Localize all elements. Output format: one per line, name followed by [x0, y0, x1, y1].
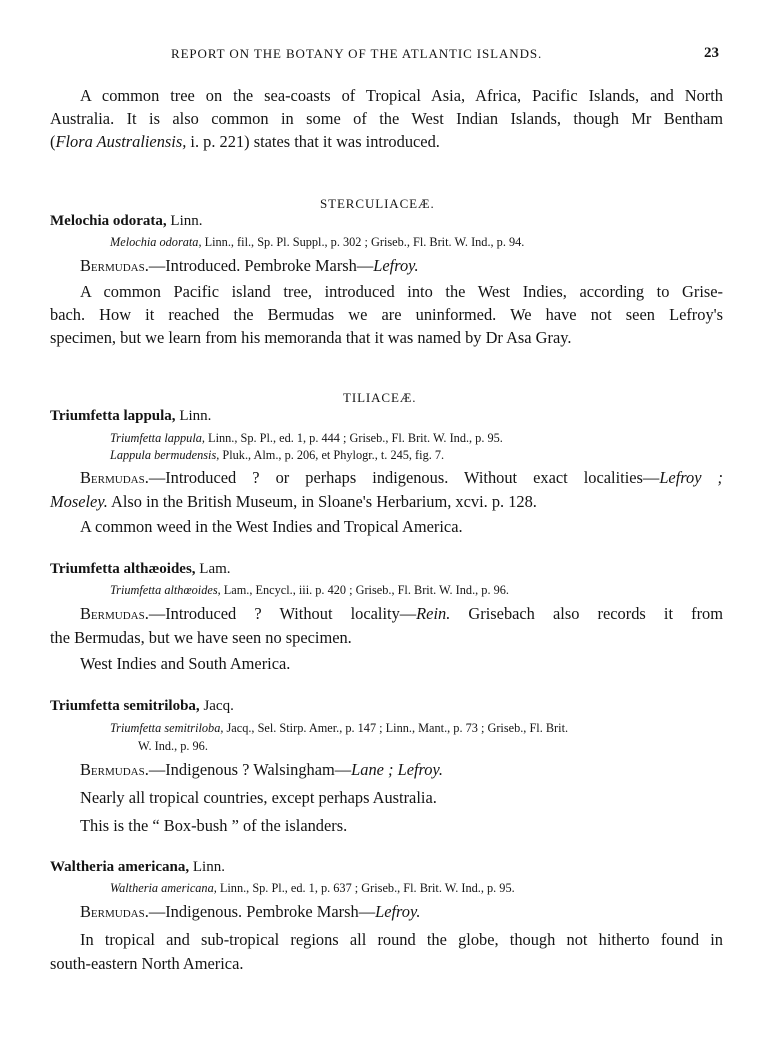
citation-name: Triumfetta semitriloba, [110, 721, 224, 735]
species-name: Triumfetta althæoides, [50, 561, 196, 577]
locality-record [80, 606, 723, 622]
locality-name: Bermudas. [80, 604, 149, 623]
record-text: —Introduced ? or perhaps indigenous. Without exact localities— [148, 468, 660, 487]
species-name: Triumfetta semitriloba, [50, 698, 200, 714]
family-heading-tiliaceae: TILIACEÆ. [343, 390, 417, 405]
species-citation [110, 584, 509, 596]
collector-name: Moseley. [50, 492, 108, 511]
locality-record [80, 470, 723, 486]
note-paragraph-line: A common weed in the West Indies and Tropical America. [80, 517, 463, 536]
citation-text: Linn., fil., Sp. Pl. Suppl., p. 302 ; Griseb., Fl. Brit. W. Ind., p. 94. [201, 235, 525, 249]
record-text: Grisebach also records it from [450, 604, 723, 623]
collector-name: Lefroy. [373, 256, 419, 275]
species-waltheria-americana [50, 860, 225, 875]
paren: ( [50, 132, 56, 151]
note-paragraph-line: south-eastern North America. [50, 954, 244, 973]
species-name: Waltheria americana, [50, 859, 190, 875]
citation-text: Linn., Sp. Pl., ed. 1, p. 637 ; Griseb., Fl. Brit. W. Ind., p. 95. [216, 881, 515, 895]
note-paragraph-line: A common Pacific island tree, introduced into the West Indies, according to Grise- [80, 282, 723, 301]
locality-record: the Bermudas, but we have seen no specimen. [50, 628, 352, 647]
record-text: Also in the British Museum, in Sloane's Herbarium, xcvi. p. 128. [107, 492, 537, 511]
citation-text: Pluk., Alm., p. 206, et Phylogr., t. 245, fig. 7. [219, 448, 445, 462]
record-text: —Introduced. Pembroke Marsh— [148, 256, 374, 275]
species-citation [110, 722, 568, 734]
locality-name: Bermudas. [80, 760, 149, 779]
flora-australiensis-title: Flora Australiensis, [55, 132, 187, 151]
record-text: —Introduced ? Without locality— [148, 604, 417, 623]
species-name: Melochia odorata, [50, 213, 167, 229]
record-text: —Indigenous ? Walsingham— [148, 760, 352, 779]
citation-text: Jacq., Sel. Stirp. Amer., p. 147 ; Linn., Mant., p. 73 ; Griseb., Fl. Brit. [223, 721, 569, 735]
locality-record [50, 494, 537, 510]
intro-paragraph-line: A common tree on the sea-coasts of Tropical Asia, Africa, Pacific Islands, and North [80, 86, 723, 105]
species-authority: Linn. [189, 859, 225, 875]
species-authority: Linn. [175, 408, 212, 424]
collector-name: Rein. [416, 604, 451, 623]
citation-text: Linn., Sp. Pl., ed. 1, p. 444 ; Griseb., Fl. Brit. W. Ind., p. 95. [204, 431, 503, 445]
locality-record [80, 258, 419, 274]
page-number: 23 [704, 45, 719, 61]
species-citation [110, 236, 524, 248]
species-authority: Jacq. [199, 698, 234, 714]
locality-name: Bermudas. [80, 902, 149, 921]
citation-name: Waltheria americana, [110, 881, 217, 895]
intro-paragraph-line [50, 134, 440, 150]
species-authority: Linn. [166, 213, 203, 229]
species-name: Triumfetta lappula, [50, 408, 176, 424]
locality-record [80, 762, 443, 778]
locality-name: Bermudas. [80, 256, 149, 275]
note-paragraph-line: specimen, but we learn from his memoranda that it was named by Dr Asa Gray. [50, 328, 572, 347]
collector-name: Lefroy ; [659, 468, 723, 487]
species-citation [110, 449, 444, 461]
citation-name: Triumfetta althœoides, [110, 583, 221, 597]
intro-paragraph-line: Australia. It is also common in some of the West Indian Islands, though Mr Bentham [50, 109, 723, 128]
reference-text: i. p. 221) states that it was introduced. [186, 132, 440, 151]
running-title: REPORT ON THE BOTANY OF THE ATLANTIC ISLANDS. [171, 46, 543, 61]
collector-name: Lane ; Lefroy. [351, 760, 443, 779]
species-melochia-odorata [50, 214, 203, 229]
species-citation [110, 432, 503, 444]
note-paragraph-line: Nearly all tropical countries, except perhaps Australia. [80, 788, 437, 807]
record-text: —Indigenous. Pembroke Marsh— [148, 902, 376, 921]
note-paragraph-line: bach. How it reached the Bermudas we are uninformed. We have not seen Lefroy's [50, 305, 723, 324]
species-authority: Lam. [195, 561, 231, 577]
species-citation [110, 882, 515, 894]
note-paragraph-line: West Indies and South America. [80, 654, 291, 673]
note-paragraph-line: In tropical and sub-tropical regions all round the globe, though not hitherto found in [80, 930, 723, 949]
species-triumfetta-althaeoides [50, 562, 231, 577]
species-citation: W. Ind., p. 96. [138, 739, 208, 753]
species-triumfetta-semitriloba [50, 699, 234, 714]
citation-name: Lappula bermudensis, [110, 448, 220, 462]
citation-name: Triumfetta lappula, [110, 431, 205, 445]
family-heading-sterculiaceae: STERCULIACEÆ. [320, 196, 435, 211]
citation-text: Lam., Encycl., iii. p. 420 ; Griseb., Fl. Brit. W. Ind., p. 96. [220, 583, 509, 597]
species-triumfetta-lappula [50, 409, 211, 424]
locality-name: Bermudas. [80, 468, 149, 487]
note-paragraph-line: This is the “ Box-bush ” of the islanders. [80, 816, 348, 835]
locality-record [80, 904, 420, 920]
citation-name: Melochia odorata, [110, 235, 202, 249]
collector-name: Lefroy. [375, 902, 421, 921]
